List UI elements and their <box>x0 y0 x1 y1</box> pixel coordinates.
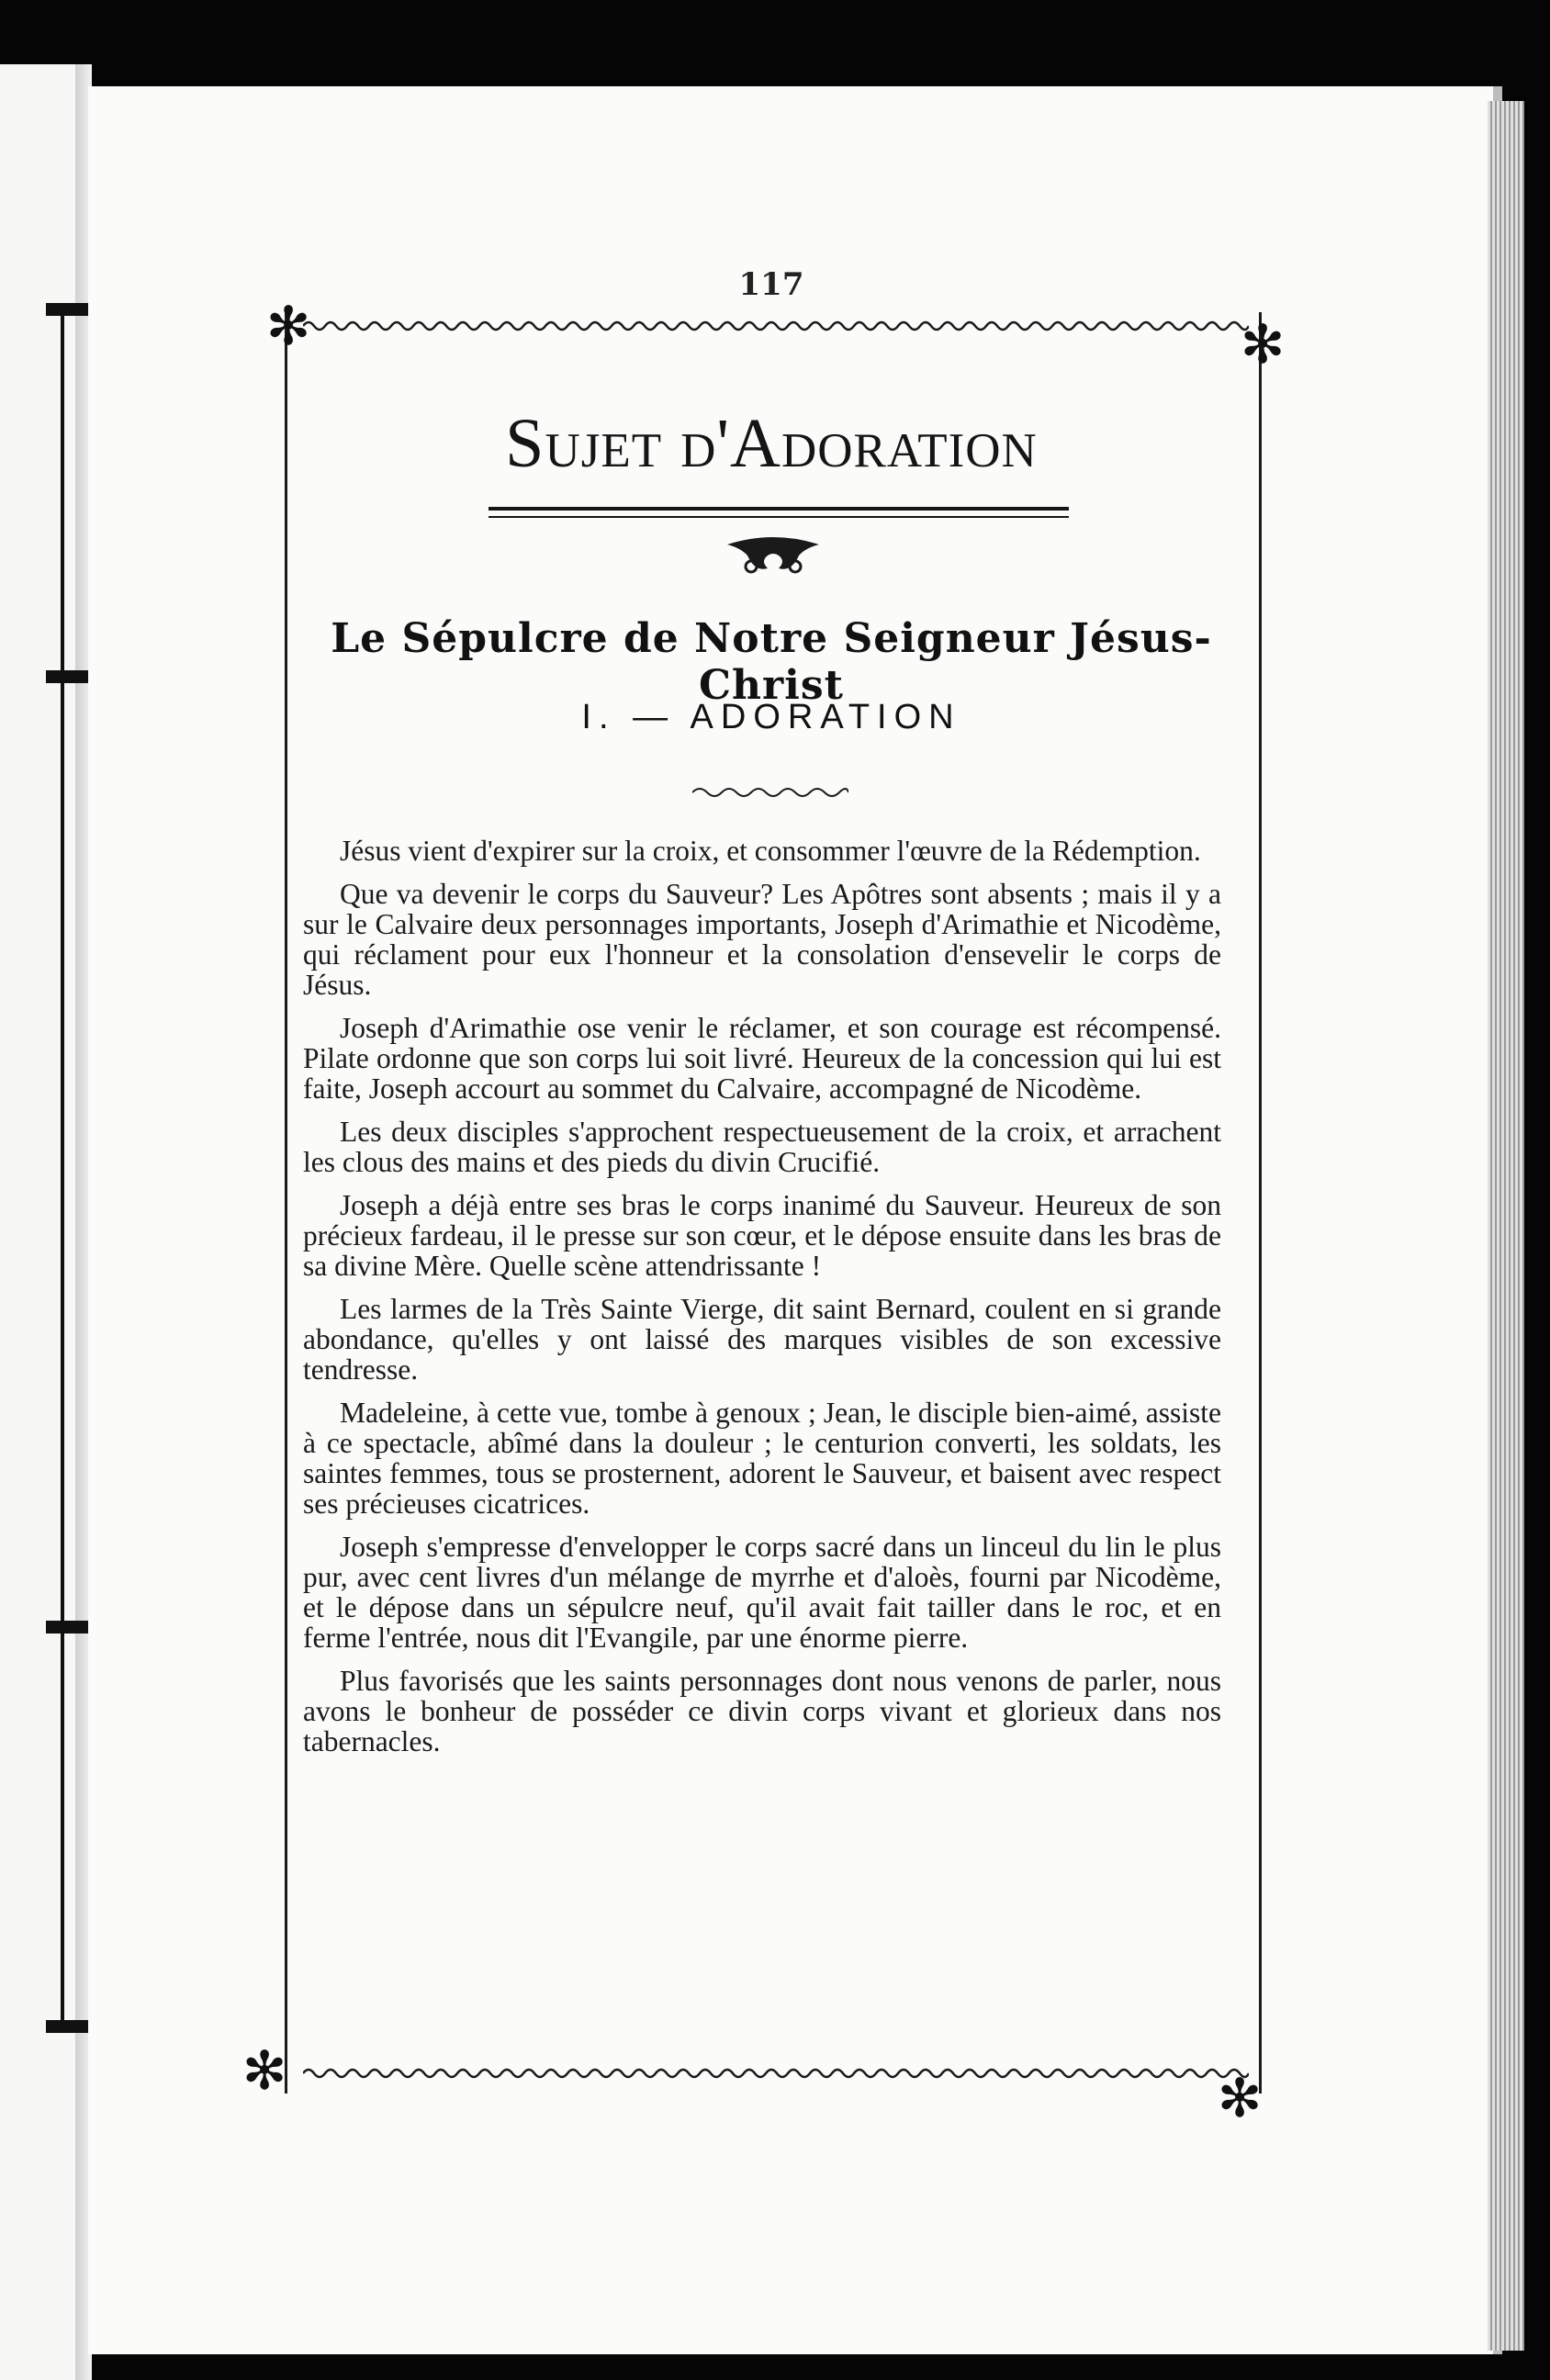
paragraph: Joseph s'empresse d'envelopper le corps sacré dans un linceul du lin le plus pur, avec cent livres d'un mélange de myrrhe et d'aloès, fourni par Nicodème, et le dépose dans un sépulcre neuf, qu'il avait fait tailler dans le roc, et en ferme l'entrée, nous dit l'Evangile, par une énorme pierre. <box>303 1531 1221 1654</box>
main-title: Sujet d'Adoration <box>505 405 1038 482</box>
page-edges <box>1488 101 1524 2351</box>
small-wave-ornament-icon <box>692 785 848 800</box>
paragraph: Les larmes de la Très Sainte Vierge, dit saint Bernard, coulent en si grande abondance, qu'elles y ont laissé des marques visibles de son excessive tendresse. <box>303 1293 1221 1386</box>
fleuron-ornament-icon <box>718 528 828 583</box>
paragraph: Joseph a déjà entre ses bras le corps inanimé du Sauveur. Heureux de son précieux fardeau, il le presse sur son cœur, et le dépose ensuite dans les bras de sa divine Mère. Quelle scène attendrissante ! <box>303 1189 1221 1282</box>
frame-corner-star-icon: ✻ <box>1240 313 1286 376</box>
frame-corner-star-icon: ✻ <box>1217 2067 1263 2129</box>
paragraph: Madeleine, à cette vue, tombe à genoux ; Jean, le disciple bien-aimé, assiste à ce spectacle, abîmé dans la douleur ; le centurion converti, les soldats, les saintes femmes, tous se prosternent, adorent le Sauveur, et baisent avec respect ses précieuses cicatrices. <box>303 1397 1221 1520</box>
paragraph: Les deux disciples s'approchent respectueusement de la croix, et arrachent les clous des mains et des pieds du divin Crucifié. <box>303 1116 1221 1178</box>
frame-bottom-wave <box>303 2064 1249 2082</box>
paragraph: Jésus vient d'expirer sur la croix, et consommer l'œuvre de la Rédemption. <box>340 835 1201 867</box>
binding-stitch <box>46 303 92 316</box>
binding-stitch <box>46 2020 92 2033</box>
body-text <box>303 836 1221 1769</box>
frame-top-wave <box>303 317 1249 335</box>
subtitle: Le Sépulcre de Notre Seigneur Jésus-Christ <box>331 615 1212 709</box>
title-rule-bottom <box>489 516 1069 518</box>
paragraph: Que va devenir le corps du Sauveur? Les Apôtres sont absents ; mais il y a sur le Calvaire deux personnages importants, Joseph d'Arimathie et Nicodème, qui réclament pour eux l'honneur et la consolation d'ensevelir le corps de Jésus. <box>303 878 1221 1001</box>
title-rule-top <box>489 507 1069 511</box>
binding-stitch <box>46 670 92 683</box>
paragraph: Joseph d'Arimathie ose venir le réclamer, et son courage est récompensé. Pilate ordonne que son corps lui soit livré. Heureux de la concession qui lui est faite, Joseph accourt au sommet du Calvaire, accompagné de Nicodème. <box>303 1012 1221 1105</box>
page-number: 117 <box>738 266 804 303</box>
binding-stitch <box>46 1621 92 1633</box>
paragraph: Plus favorisés que les saints personnages dont nous venons de parler, nous avons le bonheur de posséder ce divin corps vivant et glorieux dans nos tabernacles. <box>303 1665 1221 1757</box>
section-heading: I. — ADORATION <box>581 698 961 736</box>
binding-thread <box>61 303 64 2029</box>
frame-corner-star-icon: ✻ <box>265 295 311 357</box>
frame-corner-star-icon: ✻ <box>241 2039 287 2102</box>
